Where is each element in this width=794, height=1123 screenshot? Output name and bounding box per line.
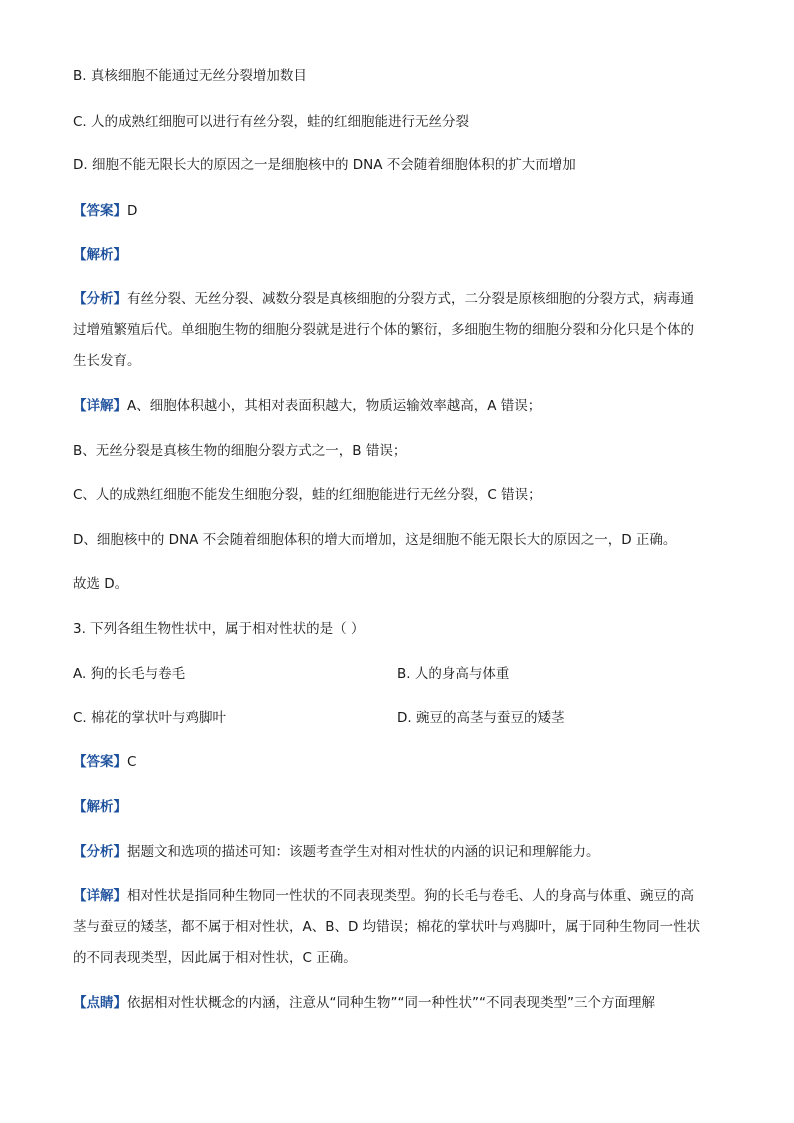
q2-xiangjie-c: C、人的成熟红细胞不能发生细胞分裂，蛙的红细胞能进行无丝分裂，C 错误； <box>73 487 542 503</box>
q3-xiangjie-text-1: 相对性状是指同种生物同一性状的不同表现类型。狗的长毛与卷毛、人的身高与体重、豌豆的高 <box>127 888 694 904</box>
q3-fenxi-line <box>73 842 733 862</box>
q3-xiangjie-line-3: 的不同表现类型，因此属于相对性状，C 正确。 <box>73 950 357 966</box>
xiangjie-tag: 【详解】 <box>73 888 127 904</box>
q3-option-a: A. 狗的长毛与卷毛 <box>73 666 186 682</box>
answer-tag: 【答案】 <box>73 754 127 770</box>
q2-fenxi-line-1 <box>73 289 733 309</box>
analysis-tag: 【解析】 <box>73 799 127 815</box>
q2-answer-line <box>73 201 733 221</box>
q2-option-c: C. 人的成熟红细胞可以进行有丝分裂，蛙的红细胞能进行无丝分裂 <box>73 114 470 130</box>
q2-option-b: B. 真核细胞不能通过无丝分裂增加数目 <box>73 68 307 84</box>
q2-conclusion: 故选 D。 <box>73 576 129 592</box>
q3-fenxi-text: 据题文和选项的描述可知：该题考查学生对相对性状的内涵的识记和理解能力。 <box>127 844 600 860</box>
q3-analysis-heading <box>73 797 733 817</box>
q2-fenxi-line-2: 过增殖繁殖后代。单细胞生物的细胞分裂就是进行个体的繁衍，多细胞生物的细胞分裂和分化只是个体的 <box>73 322 694 338</box>
q2-xiangjie-a-text: A、细胞体积越小，其相对表面积越大，物质运输效率越高，A 错误； <box>127 398 542 414</box>
q2-analysis-heading <box>73 245 733 265</box>
q3-answer-value: C <box>127 754 137 770</box>
q3-dianjing-text: 依据相对性状概念的内涵，注意从“同种生物”“同一种性状”“不同表现类型”三个方面理解 <box>127 995 655 1011</box>
q3-dianjing-line <box>73 993 733 1013</box>
q2-xiangjie-d: D、细胞核中的 DNA 不会随着细胞体积的增大而增加，这是细胞不能无限长大的原因之一，D 正确。 <box>73 532 677 548</box>
q2-answer-value: D <box>127 203 138 219</box>
q2-fenxi-text-1: 有丝分裂、无丝分裂、减数分裂是真核细胞的分裂方式，二分裂是原核细胞的分裂方式，病毒通 <box>127 291 694 307</box>
q3-option-c: C. 棉花的掌状叶与鸡脚叶 <box>73 710 227 726</box>
q2-xiangjie-b: B、无丝分裂是真核生物的细胞分裂方式之一，B 错误； <box>73 443 407 459</box>
q2-option-d: D. 细胞不能无限长大的原因之一是细胞核中的 DNA 不会随着细胞体积的扩大而增加 <box>73 157 576 173</box>
q2-xiangjie-a <box>73 396 733 416</box>
fenxi-tag: 【分析】 <box>73 291 127 307</box>
analysis-tag: 【解析】 <box>73 247 127 263</box>
q3-xiangjie-line-1 <box>73 886 733 906</box>
q3-option-b: B. 人的身高与体重 <box>397 666 510 682</box>
q3-stem: 3. 下列各组生物性状中，属于相对性状的是（ ） <box>73 621 365 637</box>
dianjing-tag: 【点睛】 <box>73 995 127 1011</box>
fenxi-tag: 【分析】 <box>73 844 127 860</box>
xiangjie-tag: 【详解】 <box>73 398 127 414</box>
q3-option-d: D. 豌豆的高茎与蚕豆的矮茎 <box>397 710 565 726</box>
q2-fenxi-line-3: 生长发育。 <box>73 353 141 369</box>
q3-xiangjie-line-2: 茎与蚕豆的矮茎，都不属于相对性状，A、B、D 均错误；棉花的掌状叶与鸡脚叶，属于同种生物同一性状 <box>73 919 701 935</box>
q3-answer-line <box>73 752 733 772</box>
answer-tag: 【答案】 <box>73 203 127 219</box>
